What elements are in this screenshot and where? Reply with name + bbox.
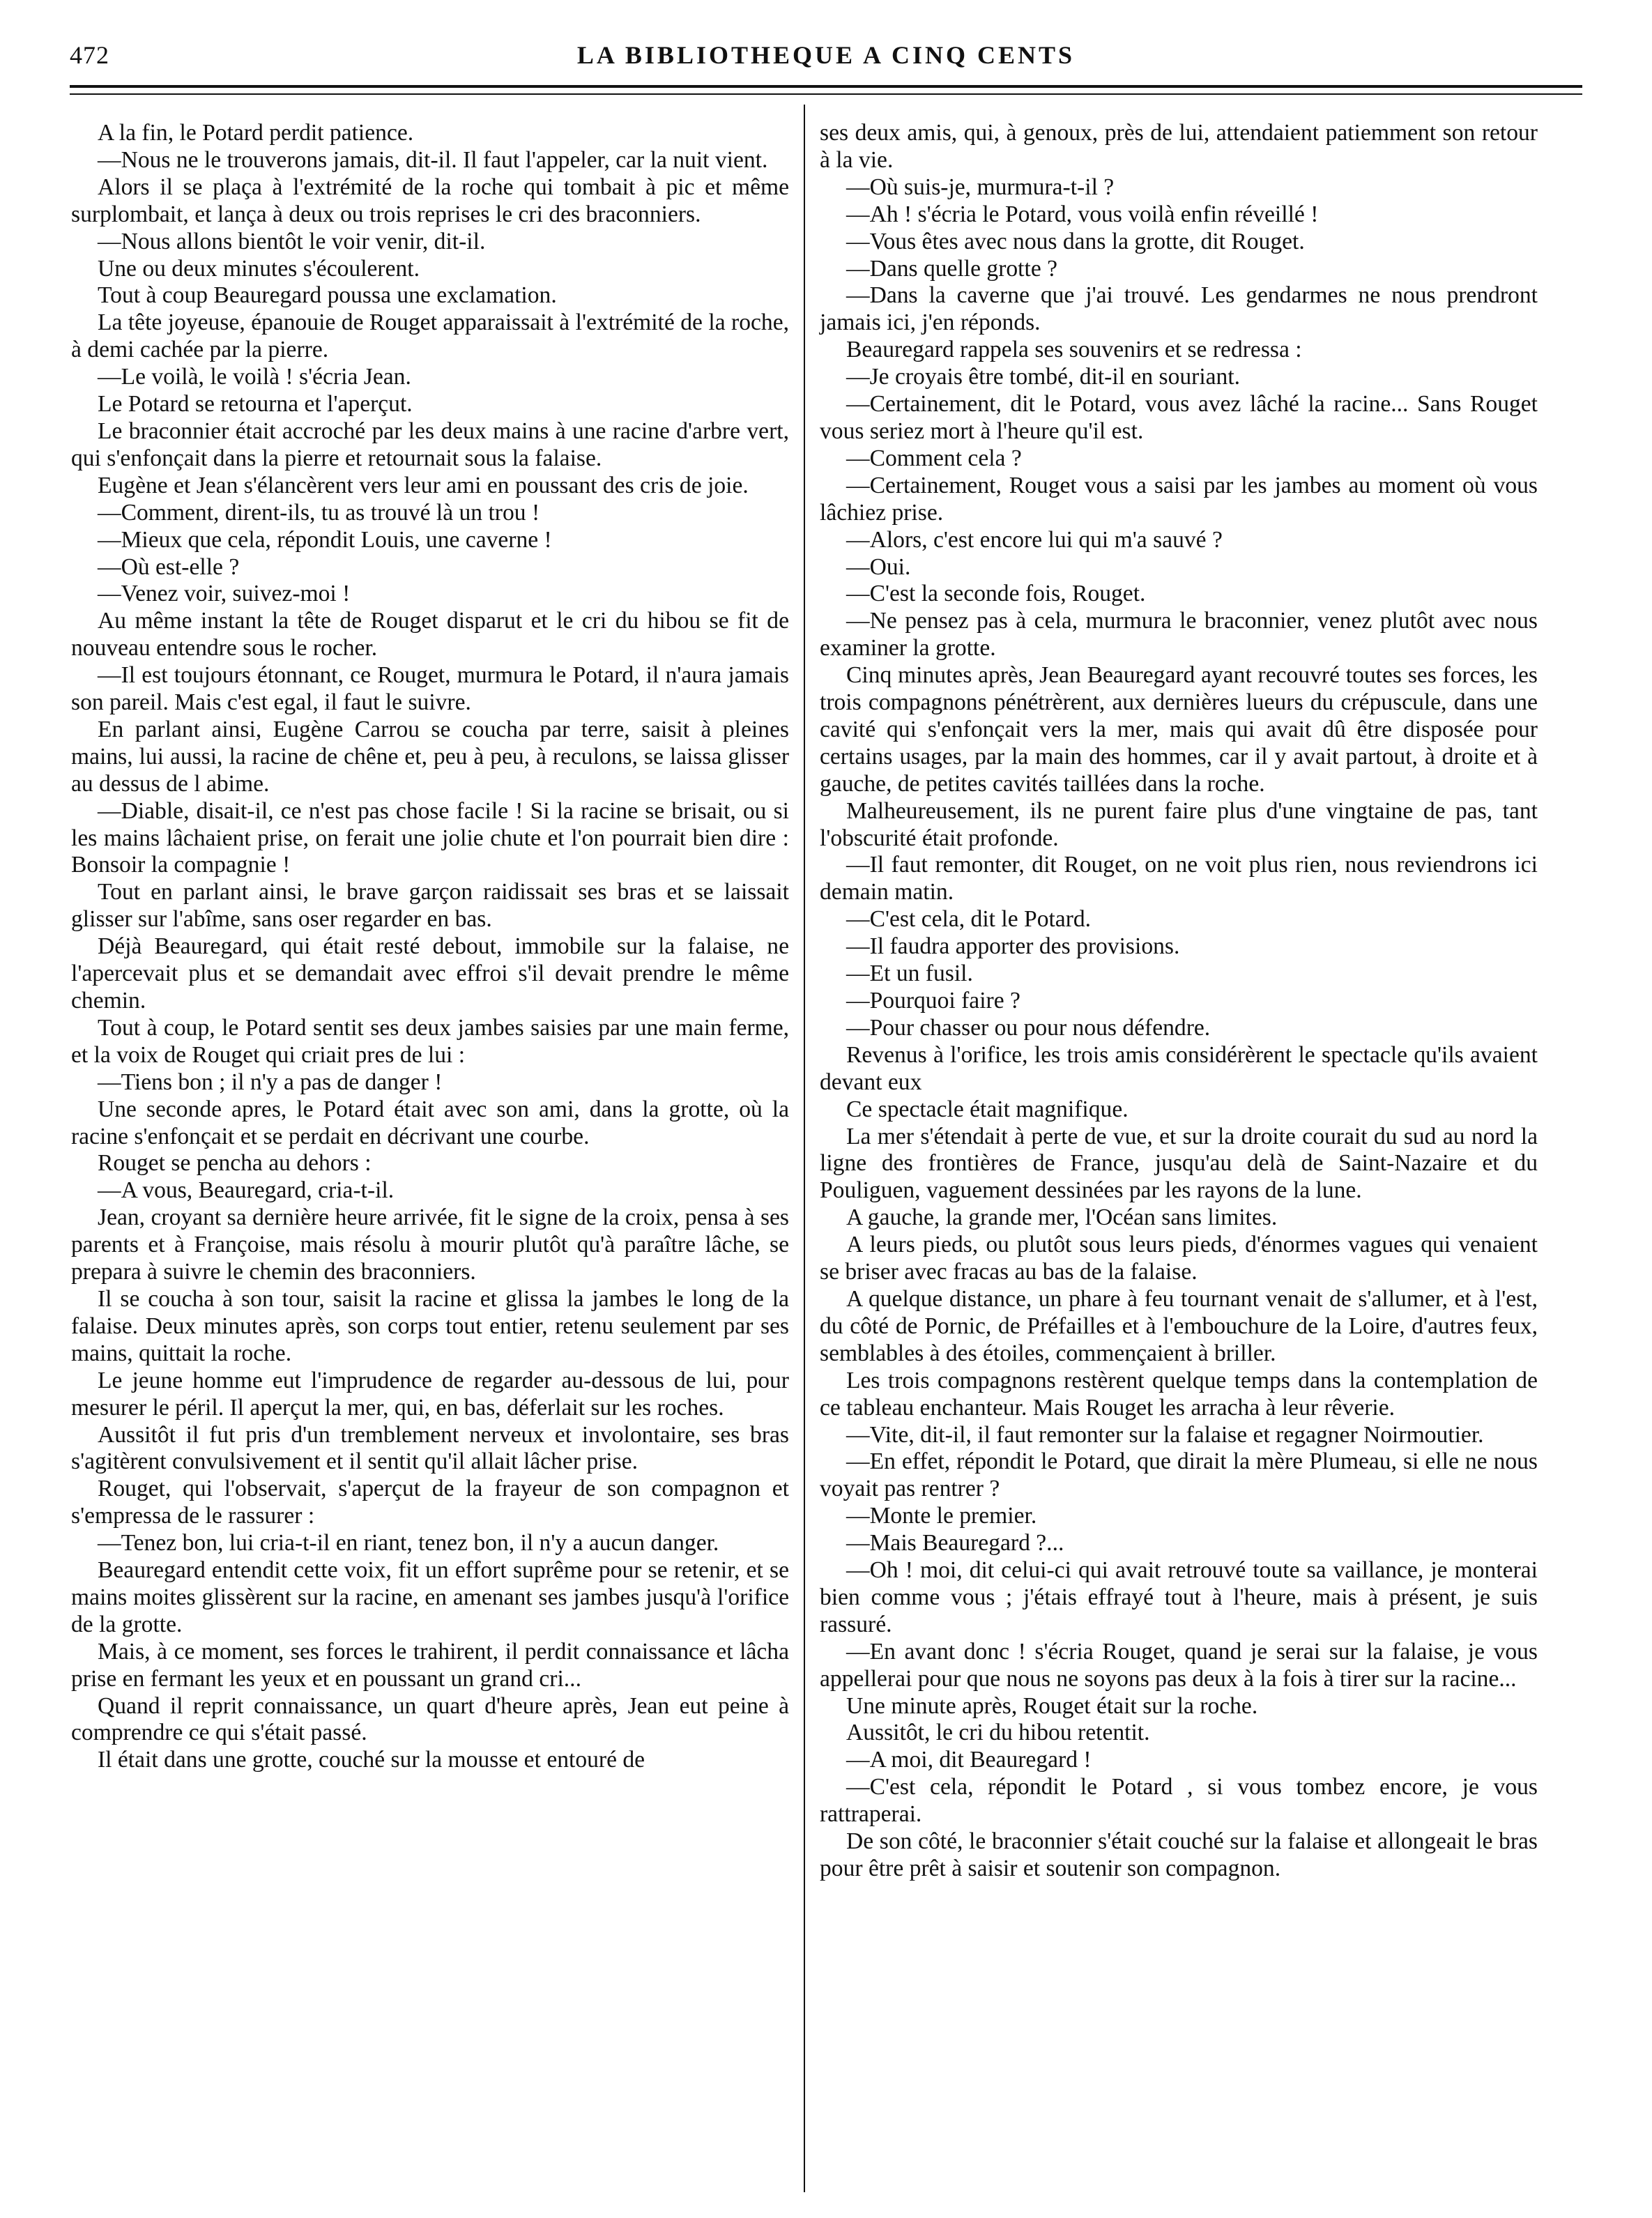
- paragraph: Alors il se plaça à l'extrémité de la roche qui tombait à pic et même surplombait, et lança à deux ou trois reprises le cri des braconniers.: [71, 174, 789, 227]
- paragraph: —Certainement, Rouget vous a saisi par les jambes au moment où vous lâchiez prise.: [820, 472, 1538, 526]
- paragraph: A quelque distance, un phare à feu tournant venait de s'allumer, et à l'est, du côté de Pornic, de Préfailles et à l'embouchure de la Loire, d'autres feux, semblables à des étoiles, commençaient à briller.: [820, 1285, 1538, 1366]
- paragraph: —Diable, disait-il, ce n'est pas chose facile ! Si la racine se brisait, ou si les mains lâchaient prise, on ferait une jolie chute et l'on pourrait bien dire : Bonsoir la compagnie !: [71, 797, 789, 878]
- paragraph: —Pourquoi faire ?: [846, 988, 1020, 1014]
- paragraph: —Monte le premier.: [846, 1503, 1037, 1529]
- paragraph: Ce spectacle était magnifique.: [846, 1096, 1129, 1122]
- paragraph: Aussitôt, le cri du hibou retentit.: [846, 1720, 1150, 1746]
- paragraph: —En avant donc ! s'écria Rouget, quand je serai sur la falaise, je vous appellerai pour que nous ne soyons pas deux à la fois à tirer sur la racine...: [820, 1638, 1538, 1692]
- paragraph: —Et un fusil.: [846, 961, 973, 987]
- paragraph: Le jeune homme eut l'imprudence de regarder au-dessous de lui, pour mesurer le péril. Il aperçut la mer, qui, en bas, déferlait sur les roches.: [71, 1367, 789, 1421]
- paragraph: —Il est toujours étonnant, ce Rouget, murmura le Potard, il n'aura jamais son pareil. Mais c'est egal, il faut le suivre.: [71, 662, 789, 716]
- paragraph: Eugène et Jean s'élancèrent vers leur ami en poussant des cris de joie.: [98, 472, 749, 498]
- paragraph: Une seconde apres, le Potard était avec son ami, dans la grotte, où la racine s'enfonçait et se perdait en décrivant une courbe.: [71, 1096, 789, 1149]
- page-number: 472: [70, 41, 109, 69]
- right-column: [820, 120, 1538, 1883]
- paragraph: —Ah ! s'écria le Potard, vous voilà enfin réveillé !: [846, 201, 1319, 227]
- paragraph: —Où suis-je, murmura-t-il ?: [846, 174, 1115, 200]
- paragraph: A leurs pieds, ou plutôt sous leurs pieds, d'énormes vagues qui venaient se briser avec fracas au bas de la falaise.: [820, 1232, 1538, 1285]
- paragraph: Au même instant la tête de Rouget disparut et le cri du hibou se fit de nouveau entendre sous le rocher.: [71, 608, 789, 661]
- paragraph: Rouget se pencha au dehors :: [98, 1150, 372, 1177]
- page-header: [70, 40, 1582, 89]
- paragraph: De son côté, le braconnier s'était couché sur la falaise et allongeait le bras pour être prêt à saisir et soutenir son compagnon.: [820, 1828, 1538, 1881]
- paragraph: Mais, à ce moment, ses forces le trahirent, il perdit connaissance et lâcha prise en fermant les yeux et en poussant un grand cri...: [71, 1638, 789, 1692]
- paragraph: —Le voilà, le voilà ! s'écria Jean.: [98, 364, 411, 390]
- paragraph: —En effet, répondit le Potard, que dirait la mère Plumeau, si elle ne nous voyait pas rentrer ?: [820, 1448, 1538, 1502]
- paragraph: Le braconnier était accroché par les deux mains à une racine d'arbre vert, qui s'enfonçait dans la pierre et retournait sous la falaise.: [71, 418, 789, 471]
- paragraph: —Tenez bon, lui cria-t-il en riant, tenez bon, il n'y a aucun danger.: [98, 1530, 719, 1557]
- paragraph: Beauregard rappela ses souvenirs et se redressa :: [846, 337, 1302, 363]
- paragraph: Il était dans une grotte, couché sur la mousse et entouré de: [98, 1747, 645, 1773]
- paragraph: Revenus à l'orifice, les trois amis considérèrent le spectacle qu'ils avaient devant eux: [820, 1041, 1538, 1095]
- paragraph: Quand il reprit connaissance, un quart d'heure après, Jean eut peine à comprendre ce qui s'était passé.: [71, 1692, 789, 1746]
- paragraph: —Ne pensez pas à cela, murmura le braconnier, venez plutôt avec nous examiner la grotte.: [820, 608, 1538, 661]
- paragraph: Tout à coup Beauregard poussa une exclamation.: [98, 282, 557, 309]
- paragraph: Tout à coup, le Potard sentit ses deux jambes saisies par une main ferme, et la voix de Rouget qui criait pres de lui :: [71, 1014, 789, 1068]
- paragraph: —A moi, dit Beauregard !: [846, 1747, 1092, 1773]
- paragraph: —Je croyais être tombé, dit-il en souriant.: [846, 364, 1241, 390]
- paragraph: Il se coucha à son tour, saisit la racine et glissa la jambes le long de la falaise. Deux minutes après, son corps tout entier, retenu seulement par ses mains, quittait la roche.: [71, 1285, 789, 1366]
- column-divider: [804, 105, 805, 2192]
- paragraph: Une ou deux minutes s'écoulerent.: [98, 255, 420, 282]
- paragraph: Le Potard se retourna et l'aperçut.: [98, 391, 413, 418]
- paragraph: —Dans la caverne que j'ai trouvé. Les gendarmes ne nous prendront jamais ici, j'en réponds.: [820, 282, 1538, 336]
- paragraph: En parlant ainsi, Eugène Carrou se coucha par terre, saisit à pleines mains, lui aussi, la racine de chêne et, peu à peu, à reculons, se laissa glisser au dessus de l abime.: [71, 716, 789, 797]
- paragraph: —A vous, Beauregard, cria-t-il.: [98, 1177, 395, 1204]
- paragraph: —Venez voir, suivez-moi !: [98, 581, 351, 607]
- paragraph: —Vite, dit-il, il faut remonter sur la falaise et regagner Noirmoutier.: [846, 1421, 1484, 1448]
- paragraph: La mer s'étendait à perte de vue, et sur la droite courait du sud au nord la ligne des frontières de France, jusqu'au delà de Saint-Nazaire et du Pouliguen, vaguement dessinées par les rayons de la lune.: [820, 1123, 1538, 1204]
- paragraph: Malheureusement, ils ne purent faire plus d'une vingtaine de pas, tant l'obscurité était profonde.: [820, 797, 1538, 851]
- paragraph: Tout en parlant ainsi, le brave garçon raidissait ses bras et se laissait glisser sur l'abîme, sans oser regarder en bas.: [71, 879, 789, 933]
- paragraph: —Oh ! moi, dit celui-ci qui avait retrouvé toute sa vaillance, je monterai bien comme vous ; j'étais effrayé tout à l'heure, mais à présent, je suis rassuré.: [820, 1557, 1538, 1637]
- paragraph: Rouget, qui l'observait, s'aperçut de la frayeur de son compagnon et s'empressa de le rassurer :: [71, 1476, 789, 1529]
- paragraph: —C'est cela, répondit le Potard , si vous tombez encore, je vous rattraperai.: [820, 1774, 1538, 1828]
- running-title: LA BIBLIOTHEQUE A CINQ CENTS: [576, 41, 1076, 69]
- paragraph: —C'est la seconde fois, Rouget.: [846, 581, 1146, 607]
- paragraph: —Oui.: [846, 553, 911, 580]
- paragraph: —Vous êtes avec nous dans la grotte, dit Rouget.: [846, 228, 1305, 254]
- paragraph: —Tiens bon ; il n'y a pas de danger !: [98, 1069, 443, 1095]
- header-rule: [70, 85, 1582, 88]
- paragraph: —Nous ne le trouverons jamais, dit-il. Il faut l'appeler, car la nuit vient.: [98, 146, 768, 173]
- paragraph: Aussitôt il fut pris d'un tremblement nerveux et involontaire, ses bras s'agitèrent convulsivement et il sentit qu'il allait lâcher prise.: [71, 1421, 789, 1475]
- paragraph: La tête joyeuse, épanouie de Rouget apparaissait à l'extrémité de la roche, à demi cachée par la pierre.: [71, 309, 789, 363]
- paragraph: —Il faudra apporter des provisions.: [846, 933, 1180, 960]
- paragraph: Une minute après, Rouget était sur la roche.: [846, 1692, 1258, 1719]
- paragraph: —C'est cela, dit le Potard.: [846, 906, 1092, 933]
- paragraph: ses deux amis, qui, à genoux, près de lui, attendaient patiemment son retour à la vie.: [820, 120, 1538, 173]
- paragraph: —Nous allons bientôt le voir venir, dit-il.: [98, 228, 486, 254]
- paragraph: —Dans quelle grotte ?: [846, 255, 1058, 282]
- paragraph: A la fin, le Potard perdit patience.: [98, 120, 414, 146]
- left-column: [71, 120, 789, 1774]
- paragraph: Déjà Beauregard, qui était resté debout, immobile sur la falaise, ne l'apercevait plus et se demandait avec effroi s'il devait prendre le même chemin.: [71, 933, 789, 1014]
- paragraph: Jean, croyant sa dernière heure arrivée, fit le signe de la croix, pensa à ses parents et à Françoise, mais résolu à mourir plutôt qu'à paraître lâche, se prepara à suivre le chemin des braconniers.: [71, 1204, 789, 1285]
- header-rule-thin: [70, 93, 1582, 95]
- paragraph: —Mieux que cela, répondit Louis, une caverne !: [98, 526, 552, 553]
- paragraph: —Certainement, dit le Potard, vous avez lâché la racine... Sans Rouget vous seriez mort à l'heure qu'il est.: [820, 391, 1538, 444]
- paragraph: —Où est-elle ?: [98, 553, 240, 580]
- paragraph: —Mais Beauregard ?...: [846, 1530, 1064, 1557]
- paragraph: Les trois compagnons restèrent quelque temps dans la contemplation de ce tableau enchanteur. Mais Rouget les arracha à leur rêverie.: [820, 1367, 1538, 1421]
- paragraph: Beauregard entendit cette voix, fit un effort suprême pour se retenir, et se mains moites glissèrent sur la racine, en amenant ses jambes jusqu'à l'orifice de la grotte.: [71, 1557, 789, 1637]
- paragraph: —Alors, c'est encore lui qui m'a sauvé ?: [846, 526, 1223, 553]
- paragraph: —Pour chasser ou pour nous défendre.: [846, 1014, 1211, 1041]
- paragraph: A gauche, la grande mer, l'Océan sans limites.: [846, 1204, 1278, 1231]
- paragraph: Cinq minutes après, Jean Beauregard ayant recouvré toutes ses forces, les trois compagnons pénétrèrent, aux dernières lueurs du crépuscule, dans une cavité qui s'enfonçait vers la mer, mais qui avait dû être disposée pour certains usages, par la main des hommes, car il y avait partout, à droite et à gauche, de petites cavités taillées dans la roche.: [820, 662, 1538, 797]
- paragraph: —Comment cela ?: [846, 445, 1022, 471]
- paragraph: —Il faut remonter, dit Rouget, on ne voit plus rien, nous reviendrons ici demain matin.: [820, 852, 1538, 905]
- paragraph: —Comment, dirent-ils, tu as trouvé là un trou !: [98, 499, 540, 526]
